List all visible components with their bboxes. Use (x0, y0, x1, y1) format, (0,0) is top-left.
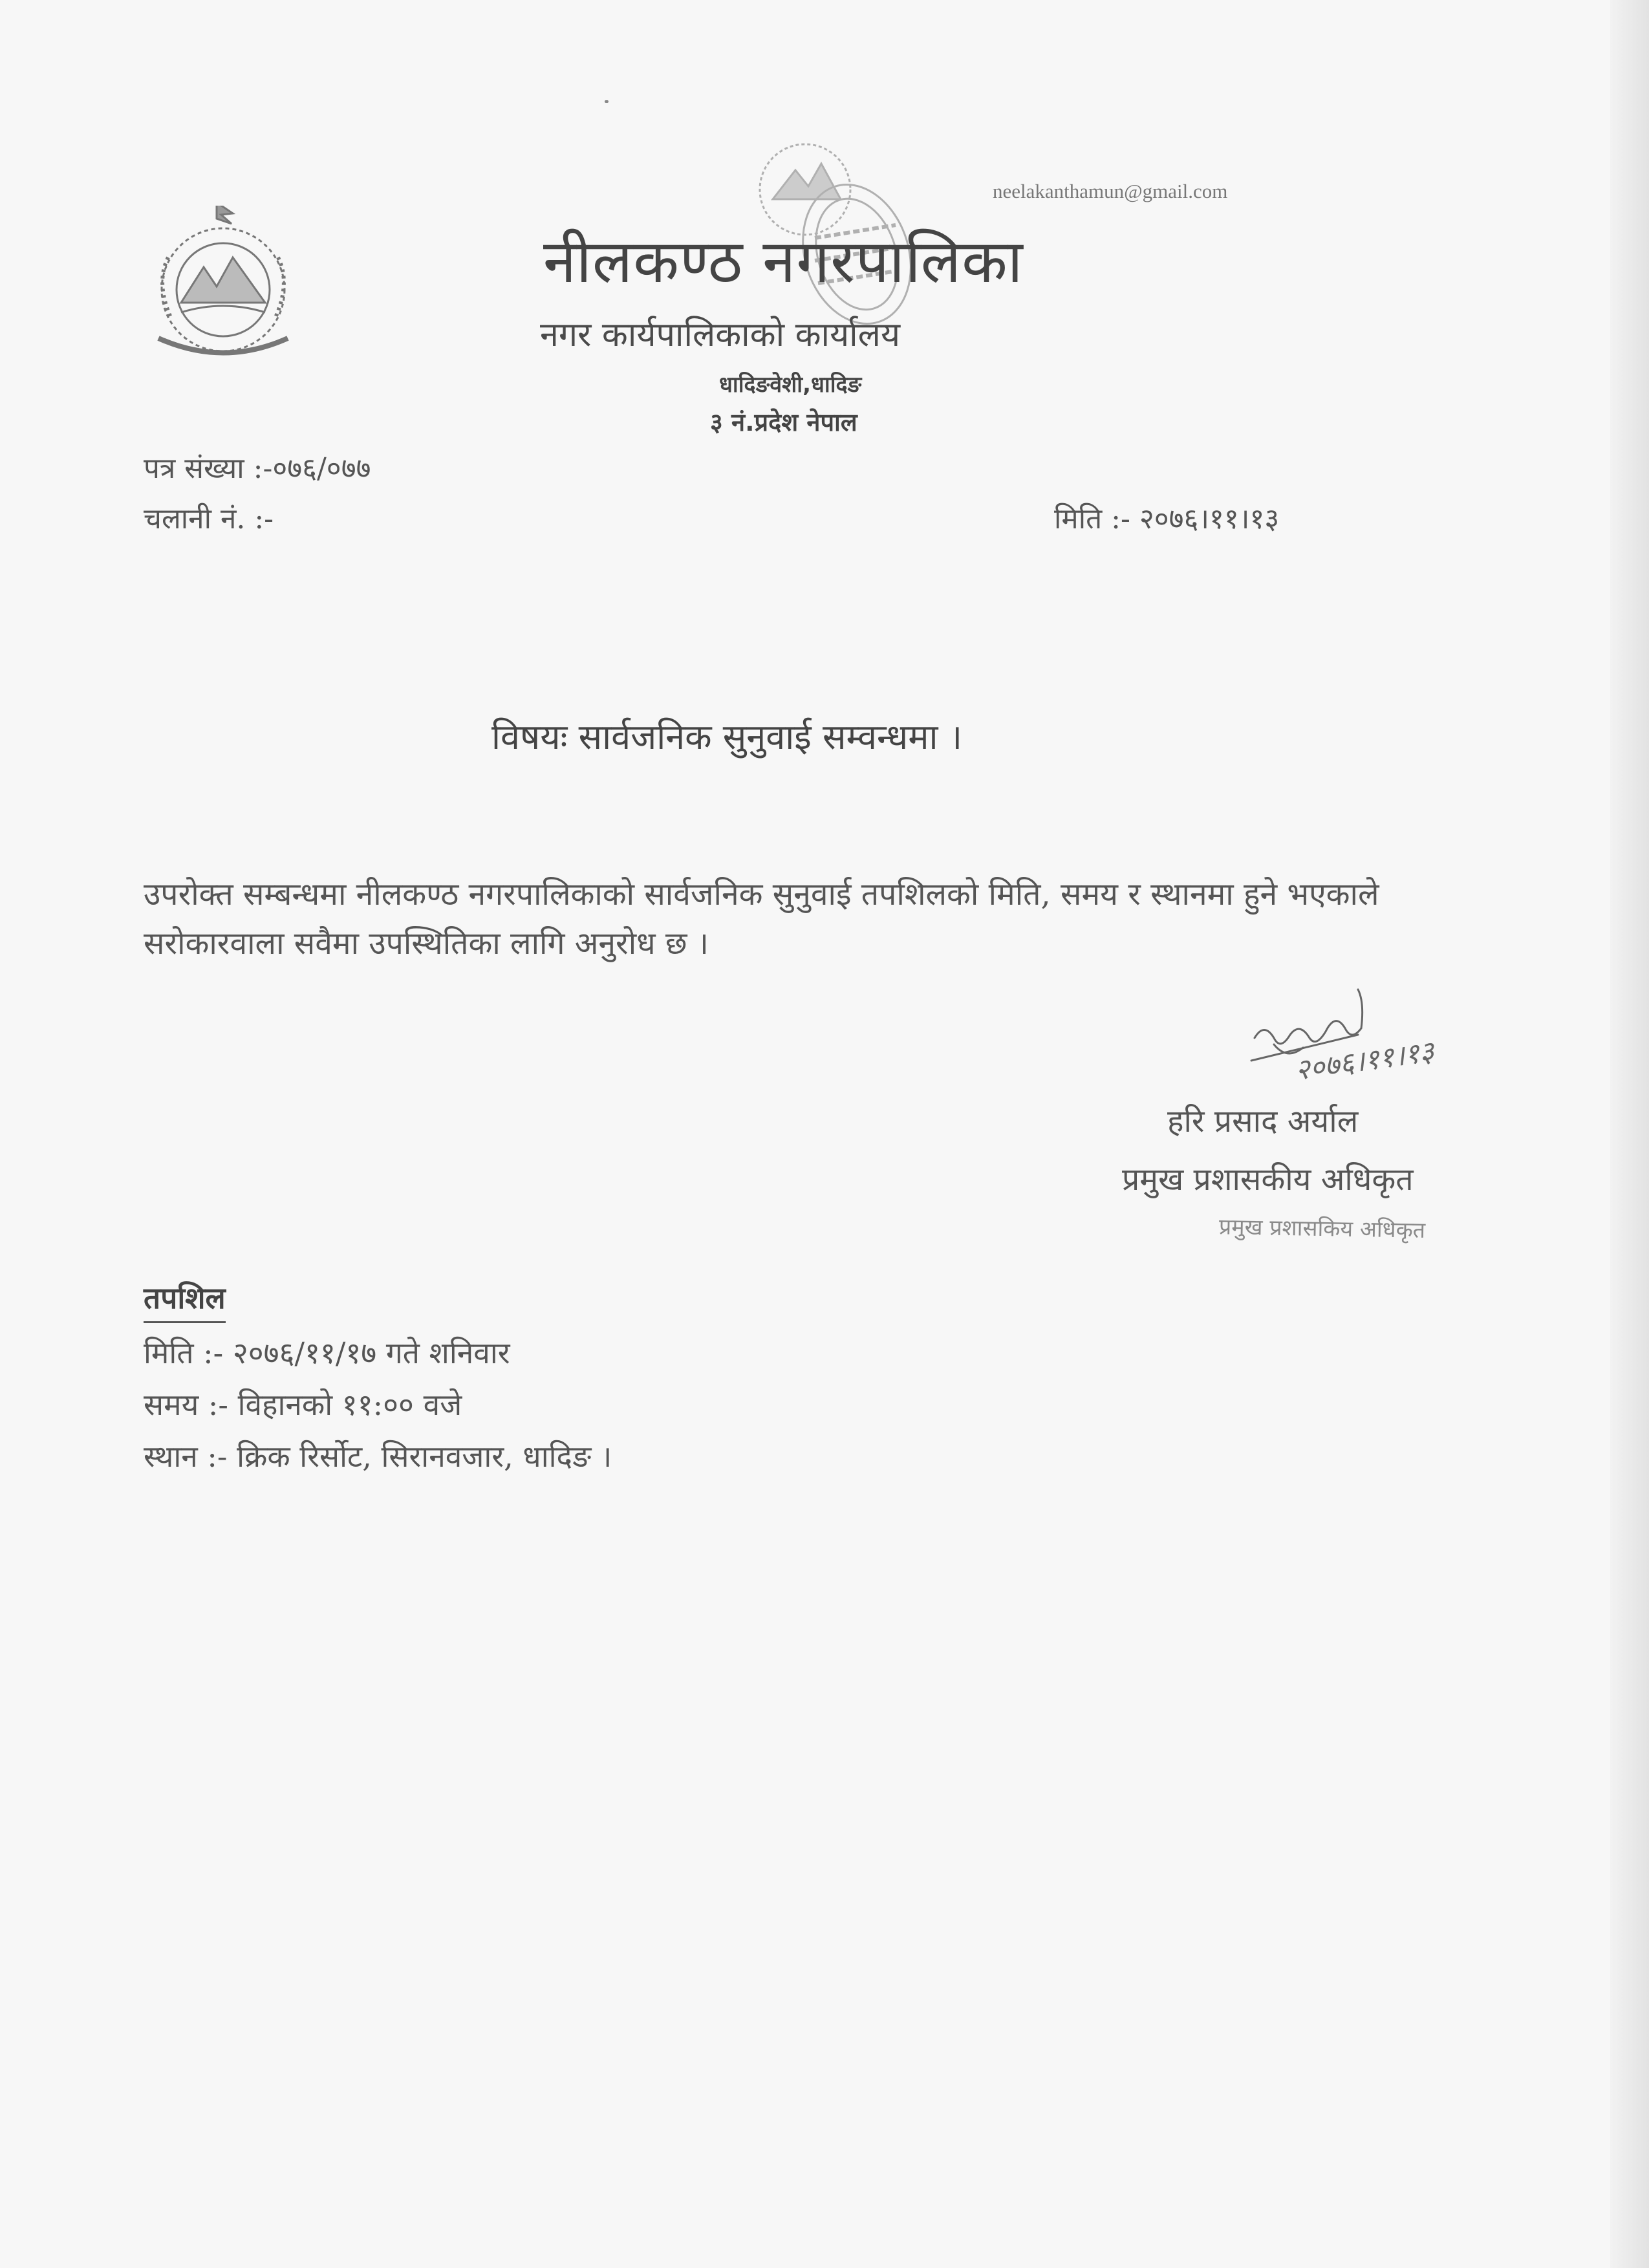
address-line-2: ३ नं.प्रदेश नेपाल (710, 408, 857, 437)
address-line-1: धादिङवेशी,धादिङ (719, 372, 862, 398)
signatory-designation: प्रमुख प्रशासकीय अधिकृत (1122, 1161, 1414, 1198)
schedule-date: मिति :- २०७६/११/१७ गते शनिवार (144, 1335, 510, 1370)
nepal-emblem-icon (136, 206, 310, 374)
municipality-title: नीलकण्ठ नगरपालिका (543, 227, 1024, 296)
body-paragraph: उपरोक्त सम्बन्धमा नीलकण्ठ नगरपालिकाको सार्वजनिक सुनुवाई तपशिलको मिति, समय र स्थानमा हुने भएकाले सरोकारवाला सवैमा उपस्थितिका लागि अनुरोध छ । (144, 876, 1379, 962)
subject-line: विषयः सार्वजनिक सुनुवाई सम्वन्धमा । (491, 717, 963, 757)
signatory-name: हरि प्रसाद अर्याल (1167, 1103, 1359, 1139)
designation-stamp: प्रमुख प्रशासकिय अधिकृत (1218, 1214, 1426, 1244)
page-edge (1610, 0, 1649, 2268)
schedule-heading: तपशिल (144, 1277, 226, 1323)
handwritten-signature (1248, 983, 1520, 1102)
email-address: neelakanthamun@gmail.com (993, 180, 1228, 202)
letter-date: मिति :- २०७६।११।१३ (1054, 502, 1280, 535)
signature-date: २०७६।११।१३ (1293, 1035, 1436, 1087)
stray-mark (605, 100, 609, 103)
letter-number: पत्र संख्या :-०७६/०७७ (144, 452, 371, 485)
office-subtitle: नगर कार्यपालिकाको कार्यालय (540, 316, 901, 354)
schedule-time: समय :- विहानको ११:०० वजे (144, 1387, 462, 1422)
dispatch-number: चलानी नं. :- (144, 502, 274, 535)
schedule-place: स्थान :- क्रिक रिर्सोट, सिरानवजार, धादिङ । (144, 1439, 612, 1474)
